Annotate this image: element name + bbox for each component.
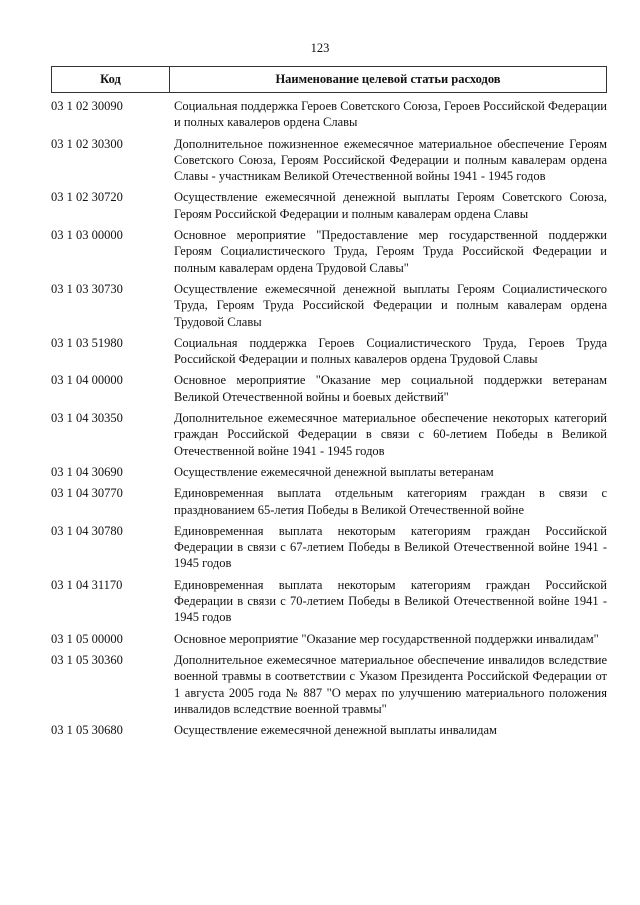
row-name: Социальная поддержка Героев Советского Союза, Героев Российской Федерации и полных кавалеров ордена Славы bbox=[174, 99, 607, 130]
row-name: Осуществление ежемесячной денежной выплаты инвалидам bbox=[174, 723, 497, 738]
table-row bbox=[51, 485, 607, 518]
table-row bbox=[51, 410, 607, 459]
expense-articles-table bbox=[51, 66, 607, 743]
row-name: Осуществление ежемесячной денежной выплаты Героям Советского Союза, Героям Российской Федерации и полным кавалерам ордена Славы bbox=[174, 190, 607, 221]
row-code: 03 1 02 30720 bbox=[51, 190, 123, 205]
row-name: Осуществление ежемесячной денежной выплаты ветеранам bbox=[174, 464, 494, 479]
row-name: Дополнительное ежемесячное материальное обеспечение некоторых категорий граждан Российской Федерации в связи с 60-летием Победы в Великой Отечественной войне 1941 - 1945 годов bbox=[174, 411, 607, 458]
table-row bbox=[51, 523, 607, 572]
table-header bbox=[51, 66, 607, 93]
row-code: 03 1 03 51980 bbox=[51, 335, 123, 350]
column-header-code: Код bbox=[52, 67, 170, 92]
table-row bbox=[51, 631, 607, 647]
table-row bbox=[51, 464, 607, 480]
row-name: Основное мероприятие "Оказание мер социальной поддержки ветеранам Великой Отечественной войны и боевых действий" bbox=[174, 373, 607, 404]
row-code: 03 1 05 00000 bbox=[51, 631, 123, 646]
row-code: 03 1 05 30360 bbox=[51, 652, 123, 667]
row-code: 03 1 04 30350 bbox=[51, 411, 123, 426]
row-name: Основное мероприятие "Предоставление мер государственной поддержки Героям Социалистического Труда, Героям Труда Российской Федерации и полным кавалерам ордена Трудовой Славы" bbox=[174, 228, 607, 275]
table-row bbox=[51, 652, 607, 717]
row-code: 03 1 04 30690 bbox=[51, 464, 123, 479]
row-code: 03 1 03 00000 bbox=[51, 228, 123, 243]
table-row bbox=[51, 136, 607, 185]
row-name: Единовременная выплата некоторым категориям граждан Российской Федерации в связи с 70-летием Победы в Великой Отечественной войне 1941 - 1945 годов bbox=[174, 577, 607, 625]
table-row bbox=[51, 372, 607, 405]
row-code: 03 1 02 30090 bbox=[51, 99, 123, 113]
row-name: Основное мероприятие "Оказание мер государственной поддержки инвалидам" bbox=[174, 631, 599, 646]
row-code: 03 1 04 00000 bbox=[51, 373, 123, 388]
table-row bbox=[51, 335, 607, 368]
row-name: Осуществление ежемесячной денежной выплаты Героям Социалистического Труда, Героям Труда Российской Федерации и полным кавалерам ордена Трудовой Славы bbox=[174, 281, 607, 329]
row-name: Социальная поддержка Героев Социалистического Труда, Героев Труда Российской Федерации и полных кавалеров ордена Трудовой Славы bbox=[174, 335, 607, 367]
page-number: 123 bbox=[310, 41, 330, 55]
row-code: 03 1 04 30770 bbox=[51, 486, 123, 501]
row-name: Дополнительное пожизненное ежемесячное материальное обеспечение Героям Советского Союза, Героям Российской Федерации и полным кавалерам ордена Славы - участникам Великой Отечественной войны 1941 - 1945 годов bbox=[174, 136, 607, 184]
table-row bbox=[51, 227, 607, 276]
row-code: 03 1 04 31170 bbox=[51, 577, 123, 592]
table-row bbox=[51, 281, 607, 330]
row-code: 03 1 03 30730 bbox=[51, 281, 123, 296]
table-row bbox=[51, 722, 607, 738]
row-name: Единовременная выплата некоторым категориям граждан Российской Федерации в связи с 67-летием Победы в Великой Отечественной войне 1941 - 1945 годов bbox=[174, 523, 607, 571]
column-header-name: Наименование целевой статьи расходов bbox=[275, 72, 501, 86]
row-code: 03 1 04 30780 bbox=[51, 523, 123, 538]
row-code: 03 1 05 30680 bbox=[51, 723, 123, 738]
row-name: Дополнительное ежемесячное материальное обеспечение инвалидов вследствие военной травмы в соответствии с Указом Президента Российской Федерации от 1 августа 2005 года № 887 "О мерах по улучшению материального положения инвалидов вследствие военной травмы" bbox=[174, 652, 607, 716]
row-code: 03 1 02 30300 bbox=[51, 136, 123, 151]
row-name: Единовременная выплата отдельным категориям граждан в связи с празднованием 65-летия Победы в Великой Отечественной войне bbox=[174, 486, 607, 517]
table-body bbox=[51, 98, 607, 738]
table-row bbox=[51, 189, 607, 222]
table-row bbox=[51, 98, 607, 131]
table-row bbox=[51, 577, 607, 626]
